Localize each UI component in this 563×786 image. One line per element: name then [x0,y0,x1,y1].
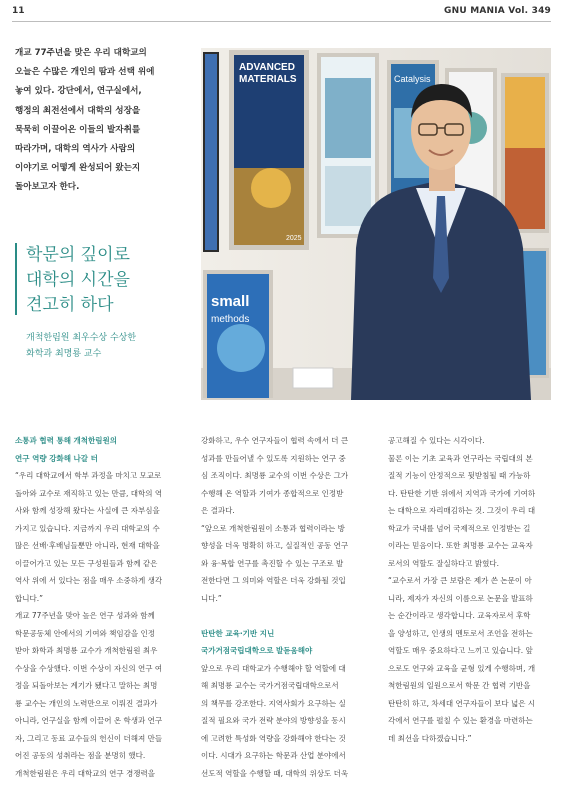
body-line: 아니라, 연구실을 함께 이끌어 온 학생과 연구 [15,716,163,725]
body-line: 역사 위에 서 있다는 점을 매우 소중하게 생각 [15,576,163,585]
body-line: 정을 되돌아보는 계기가 됐다고 말하는 최명 [15,681,158,690]
body-line: 해 최명룡 교수는 국가거점국립대학으로서 [201,681,339,690]
body-line: 심 조직이다. 최명룡 교수의 이번 수상은 그가 [201,471,349,480]
body-line: 많은 선배·후배님들뿐만 아니라, 현재 대학을 [15,541,160,550]
body-line: 와 융·복합 연구를 촉진할 수 있는 구조로 발 [201,558,344,568]
body-line: 에 고려한 특성화 역량을 강화해야 한다는 것 [201,733,346,743]
body-line: 으로도 연구와 교육을 균형 있게 수행하며, 개 [388,663,536,673]
body-line: 니다.” [201,593,222,603]
body-line: 성과를 만들어낼 수 있도록 지원하는 연구 중 [201,453,346,463]
poster-title-text: ADVANCED [239,62,295,73]
body-line: 질적 필요와 국가 전략 분야의 방향성을 동시 [201,716,346,725]
poster-title-text: small [211,293,250,310]
body-line: 어진 공동의 성취라는 점을 분명히 했다. [15,751,146,760]
poster-title-text: methods [211,314,250,325]
body-line: 공고해질 수 있다는 시각이다. [388,436,485,445]
body-line: 학문공동체 안에서의 기여와 책임감을 인정 [15,628,155,638]
intro-line: 행정의 최전선에서 대학의 성장을 [15,105,141,116]
section-heading: 연구 역량 강화해 나갈 터 [15,453,98,463]
poster-title-text: MATERIALS [239,74,297,85]
body-line: 니라, 제자가 자신의 이름으로 논문을 발표하 [388,593,533,603]
intro-line: 이야기로 어떻게 완성되어 왔는지 [15,163,141,174]
intro-line: 개교 77주년을 맞은 우리 대학교의 [15,48,147,58]
article-column-1 [15,432,178,782]
body-line: 탄탄히 하고, 차세대 연구자들이 보다 넓은 시 [388,698,536,708]
intro-line: 놓여 있다. 강단에서, 연구실에서, [15,86,142,97]
portrait-illustration [201,48,551,400]
body-line: 받아 화학과 최명룡 교수가 개척한림원 최우 [15,646,158,655]
body-line: “우리 대학교에서 학부 과정을 마치고 모교로 [15,471,162,480]
body-line: 각에서 연구를 펼칠 수 있는 환경을 마련하는 [388,716,533,725]
title-accent-rule [15,243,17,315]
body-line: “교수로서 가장 큰 보람은 제가 쓴 논문이 아 [388,576,532,585]
intro-line: 오늘은 수많은 개인의 땀과 선택 위에 [15,67,155,78]
poster-year-text: 2025 [286,235,302,242]
body-line: 향성을 더욱 명확히 하고, 실질적인 공동 연구 [201,541,349,550]
intro-text [15,44,195,198]
body-line [201,607,364,625]
body-line: 가지고 있습니다. 지금까지 우리 대학교의 수 [15,523,160,533]
section-heading: 탄탄한 교육·기반 지닌 [201,628,275,638]
body-line: 사와 함께 성장해 왔다는 사실에 큰 자부심을 [15,506,160,515]
body-line: 로서의 역할도 잘실하다고 밝혔다. [388,558,499,568]
subtitle-line: 화학과 최명룡 교수 [26,349,102,359]
title-line: 대학의 시간을 [26,270,130,290]
title-line: 견고히 하다 [26,295,114,315]
body-line: 수상을 수상했다. 이번 수상이 자신의 연구 여 [15,663,163,673]
body-line: 는 순간이라고 생각합니다. 교육자로서 후학 [388,611,531,620]
article-column-2 [201,432,364,782]
body-line: 전한다면 그 의미와 역할은 더욱 강화될 것입 [201,576,346,585]
body-line: 데 최선을 다하겠습니다.” [388,733,472,743]
article-title [26,243,130,318]
body-line: 역할도 매우 중요하다고 느끼고 있습니다. 앞 [388,646,533,655]
body-line: 물론 이는 기초 교육과 연구라는 국립대의 본 [388,453,533,463]
body-line: “앞으로 개척한림원이 소통과 협력이라는 방 [201,523,345,533]
section-heading: 소통과 협력 통해 개척한림원의 [15,436,118,445]
intro-line: 돌아보고자 한다. [15,182,80,193]
body-line: 강화하고, 우수 연구자들이 협력 속에서 더 큰 [201,436,349,445]
body-line: 이라는 믿음이다. 또한 최명룡 교수는 교육자 [388,541,533,550]
body-line: 선도적 역할을 수행할 때, 대학의 위상도 더욱 [201,768,349,778]
body-line: 개척한림원은 우리 대학교의 연구 경쟁력을 [15,768,155,778]
page-number: 11 [12,6,25,16]
title-line: 학문의 깊이로 [26,245,130,265]
section-heading: 국가거점국립대학으로 발돋움해야 [201,646,313,655]
body-line: 개교 77주년을 맞아 높은 연구 성과와 함께 [15,611,155,620]
body-line: 은 결과다. [201,506,235,515]
body-line: 이다. 시대가 요구하는 학문과 산업 분야에서 [201,751,346,760]
body-line: 룡 교수는 개인의 노력만으로 이뤄진 결과가 [15,698,158,708]
body-line: 다. 탄탄한 기반 위에서 지역과 국가에 기여하 [388,488,536,498]
header-rule [12,21,551,22]
poster-title-text: Catalysis [394,74,431,84]
article-subtitle [26,330,136,362]
intro-line: 묵묵히 이끌어온 이들의 발자취를 [15,124,141,135]
body-line: 는 대학으로 자리매김하는 것. 그것이 우리 대 [388,506,536,515]
article-column-3 [388,432,551,747]
body-line: 수행해 온 역할과 기여가 종합적으로 인정받 [201,488,344,498]
body-line: 척한림원의 일원으로서 학문 간 협력 기반을 [388,681,531,690]
body-line: 자, 그리고 동료 교수들의 헌신이 더해져 만들 [15,733,163,743]
intro-line: 따라가며, 대학의 역사가 사람의 [15,144,136,155]
body-line: 앞으로 우리 대학교가 수행해야 할 역할에 대 [201,663,346,673]
portrait-photo [201,48,551,400]
magazine-name: GNU MANIA Vol. 349 [444,6,551,16]
body-line: 질적 기능이 안정적으로 뒷받침될 때 가능하 [388,471,531,480]
body-line: 합니다.” [15,593,44,603]
subtitle-line: 개척한림원 최우수상 수상한 [26,333,137,343]
body-line: 을 양성하고, 인생의 멘토로서 조언을 전하는 [388,628,533,638]
body-line: 돌아와 교수로 재직하고 있는 만큼, 대학의 역 [15,488,163,498]
wall-sign [293,368,333,388]
body-line: 이끌어가고 있는 모든 구성원들과 함께 같은 [15,558,158,568]
body-line: 의 책무를 강조한다. 지역사회가 요구하는 실 [201,698,346,708]
body-line: 학교가 국내를 넘어 국제적으로 인정받는 길 [388,523,531,533]
